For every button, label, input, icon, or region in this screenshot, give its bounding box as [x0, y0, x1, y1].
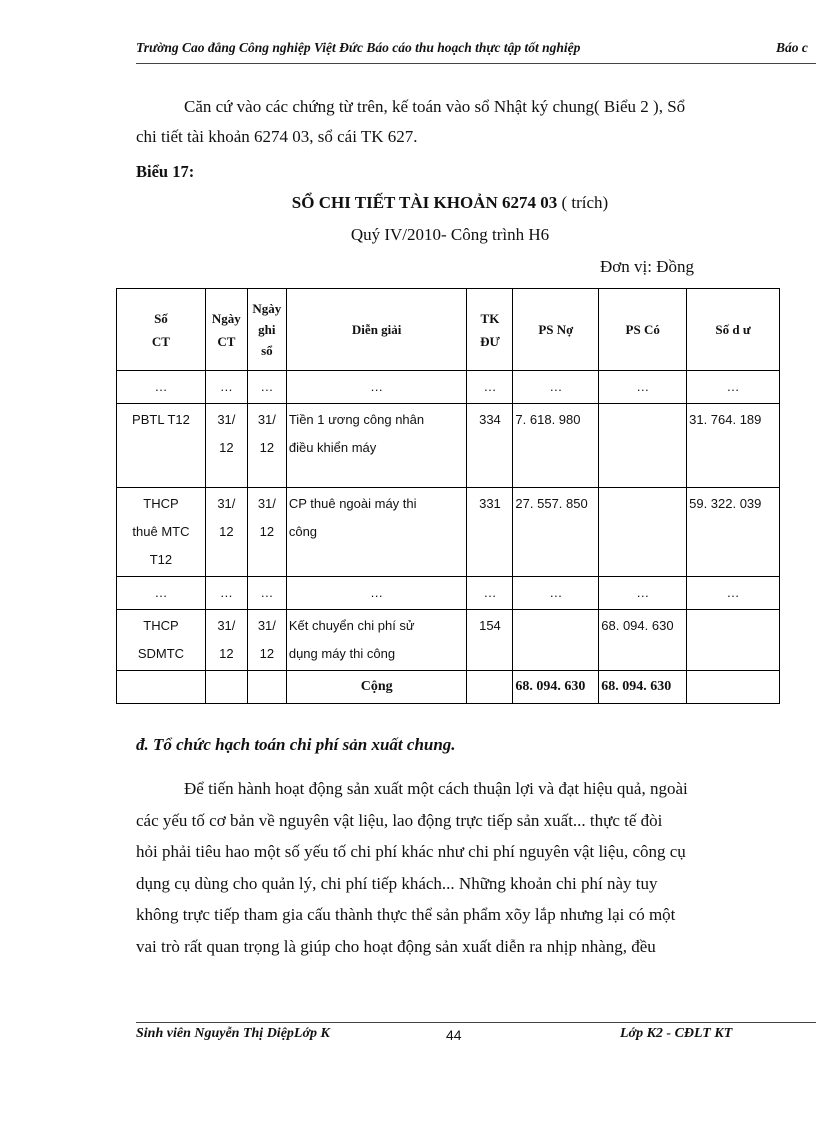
- body-line: không trực tiếp tham gia cấu thành thực thể sản phẩm xõy lắp nhưng lại có một: [136, 905, 676, 924]
- ellipsis-cell: …: [205, 577, 247, 610]
- cell-so-ct: THCP SDMTC: [117, 610, 206, 671]
- currency-unit: Đơn vị: Đồng: [600, 257, 694, 276]
- cell-ps-no: 7. 618. 980: [513, 404, 599, 488]
- total-ps-co: 68. 094. 630: [599, 671, 687, 704]
- ellipsis-cell: …: [467, 577, 513, 610]
- footer-right-text: Lớp K2 - CĐLT KT: [620, 1026, 733, 1041]
- cell-ngay-ghi: 31/ 12: [247, 488, 286, 577]
- total-ps-no: 68. 094. 630: [513, 671, 599, 704]
- ellipsis-cell: …: [687, 577, 780, 610]
- intro-line-2: chi tiết tài khoản 6274 03, sổ cái TK 627.: [136, 127, 418, 146]
- ellipsis-cell: …: [286, 577, 467, 610]
- cell-so-du: [687, 610, 780, 671]
- ellipsis-cell: …: [599, 577, 687, 610]
- col-header-ngay-ghi-so: Ngày ghi sổ: [247, 289, 286, 371]
- table-row: [117, 488, 780, 577]
- ledger-subtitle: Quý IV/2010- Công trình H6: [350, 225, 550, 244]
- header-divider: [136, 63, 816, 64]
- cell-ps-co: [599, 488, 687, 577]
- table-row-ellipsis: [117, 371, 780, 404]
- ledger-title: [120, 193, 780, 213]
- bieu-label: Biểu 17:: [136, 162, 195, 181]
- ellipsis-cell: …: [247, 371, 286, 404]
- header-left-text: Trường Cao đẳng Công nghiệp Việt Đức Báo cáo thu hoạch thực tập tốt nghiệp: [136, 40, 581, 55]
- cell-dien-giai: Kết chuyển chi phí sử dụng máy thi công: [286, 610, 467, 671]
- page-number: 44: [446, 1027, 462, 1043]
- body-paragraph: [136, 773, 772, 962]
- cell-ngay-ct: 31/ 12: [205, 488, 247, 577]
- ellipsis-cell: …: [117, 371, 206, 404]
- cell-ps-co: 68. 094. 630: [599, 610, 687, 671]
- cell-so-du: 31. 764. 189: [687, 404, 780, 488]
- cell-ps-no: [513, 610, 599, 671]
- table-header-row: [117, 289, 780, 371]
- ellipsis-cell: …: [513, 371, 599, 404]
- ledger-title-bold: SỔ CHI TIẾT TÀI KHOẢN 6274 03: [291, 193, 558, 212]
- ledger-title-note: ( trích): [557, 193, 609, 212]
- cell-tk: 154: [467, 610, 513, 671]
- intro-paragraph: [136, 92, 772, 152]
- body-line: vai trò rất quan trọng là giúp cho hoạt động sản xuất diễn ra nhịp nhàng, đều: [136, 936, 656, 956]
- page-header: [136, 40, 816, 56]
- ellipsis-cell: …: [513, 577, 599, 610]
- intro-line-1: Căn cứ vào các chứng từ trên, kế toán vào sổ Nhật ký chung( Biểu 2 ), Sổ: [184, 97, 686, 116]
- body-line: Để tiến hành hoạt động sản xuất một cách thuận lợi và đạt hiệu quả, ngoài: [184, 779, 688, 798]
- cell-ps-co: [599, 404, 687, 488]
- ellipsis-cell: …: [687, 371, 780, 404]
- cell-so-ct: PBTL T12: [117, 404, 206, 488]
- total-label: Cộng: [286, 671, 467, 704]
- cell-ngay-ghi: 31/ 12: [247, 610, 286, 671]
- table-row: [117, 610, 780, 671]
- cell-so-du: 59. 322. 039: [687, 488, 780, 577]
- header-right-text: Báo c: [776, 40, 808, 55]
- col-header-tk-du: TK ĐƯ: [467, 289, 513, 371]
- ellipsis-cell: …: [467, 371, 513, 404]
- col-header-ps-no: PS Nợ: [513, 289, 599, 371]
- table-total-row: [117, 671, 780, 704]
- body-line: hỏi phải tiêu hao một số yếu tố chi phí khác như chi phí nguyên vật liệu, công cụ: [136, 842, 686, 861]
- cell-ngay-ct: 31/ 12: [205, 404, 247, 488]
- ellipsis-cell: …: [205, 371, 247, 404]
- body-line: các yếu tố cơ bản về nguyên vật liệu, lao động trực tiếp sản xuất... thực tế đòi: [136, 810, 663, 830]
- ellipsis-cell: …: [247, 577, 286, 610]
- cell-tk: 331: [467, 488, 513, 577]
- col-header-so-du: Số d ư: [687, 289, 780, 371]
- cell-ngay-ghi: 31/ 12: [247, 404, 286, 488]
- section-heading: đ. Tổ chức hạch toán chi phí sản xuất chung.: [136, 735, 456, 754]
- cell-so-ct: THCP thuê MTC T12: [117, 488, 206, 577]
- ellipsis-cell: …: [286, 371, 467, 404]
- cell-tk: 334: [467, 404, 513, 488]
- cell-dien-giai: Tiền 1 ương công nhân điều khiển máy: [286, 404, 467, 488]
- ledger-table: [116, 288, 780, 704]
- footer-left-text: Sinh viên Nguyễn Thị DiệpLớp K: [136, 1026, 330, 1041]
- col-header-ngay-ct: Ngày CT: [205, 289, 247, 371]
- body-line: dụng cụ dùng cho quản lý, chi phí tiếp khách... Những khoản chi phí này tuy: [136, 873, 658, 893]
- col-header-so-ct: Số CT: [117, 289, 206, 371]
- cell-dien-giai: CP thuê ngoài máy thi công: [286, 488, 467, 577]
- table-row: [117, 404, 780, 488]
- ellipsis-cell: …: [599, 371, 687, 404]
- ellipsis-cell: …: [117, 577, 206, 610]
- cell-ps-no: 27. 557. 850: [513, 488, 599, 577]
- footer-divider: [136, 1022, 816, 1023]
- cell-ngay-ct: 31/ 12: [205, 610, 247, 671]
- col-header-ps-co: PS Có: [599, 289, 687, 371]
- col-header-dien-giai: Diễn giải: [286, 289, 467, 371]
- table-row-ellipsis: [117, 577, 780, 610]
